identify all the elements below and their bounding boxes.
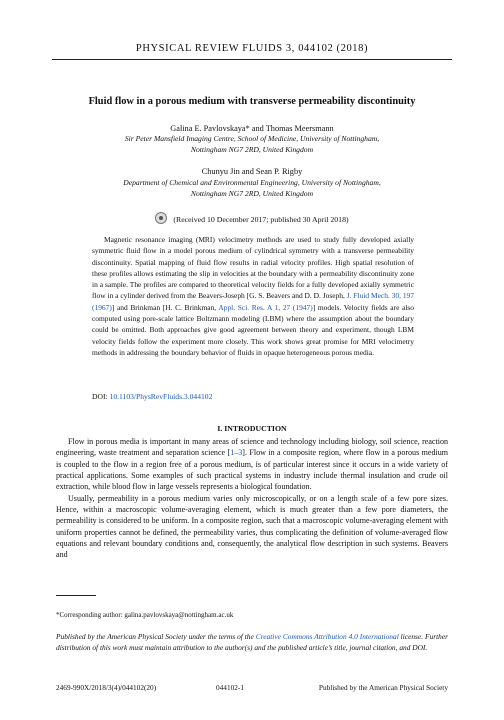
ref-link-1-3[interactable]: 1–3 <box>230 448 243 458</box>
header-rule <box>52 59 452 60</box>
abstract-text-3: ] models. Velocity fields are also computed using pore-scale lattice Boltzmann modeling (LBM) where the assumption about the boundary could be omitted. Both approaches give good agreement between theory and experiment, though LBM velocity fields follow the experiment more closely. This work shows great promise for MRI velocimetry methods in addressing the boundary behavior of fluids in opaque heterogeneous porous media. <box>92 302 414 357</box>
footer-page-number: 044102-1 <box>216 683 244 692</box>
affiliation-1-line-2: Nottingham NG7 2RD, United Kingdom <box>190 144 314 154</box>
intro-text-1b: ]. Flow in a composite region, where flow in a porous medium is coupled to the flow in a region free of a porous medium, is of particular interest since it occurs in a wide variety of practical applications. Some examples of such practical systems in industry include thermal insulation and crude oil extraction, while blood flow in large vessels represents a biological foundation. <box>56 448 448 492</box>
license-notice <box>56 632 448 653</box>
affiliation-2 <box>70 178 434 199</box>
received-dates: (Received 10 December 2017; published 30 April 2018) <box>173 215 349 224</box>
footer-issn: 2469-990X/2018/3(4)/044102(20) <box>56 683 157 692</box>
authors-group-1: Galina E. Pavlovskaya* and Thomas Meersmann <box>170 124 334 133</box>
journal-header: PHYSICAL REVIEW FLUIDS 3, 044102 (2018) <box>135 43 369 54</box>
intro-paragraph-2: Usually, permeability in a porous medium varies only microscopically, or on a length scale of a few pore sizes. Hence, within a macroscopic volume-averaging element, which is much greater than a few pore diameters, the permeability is considered to be uniform. In a composite region, such that a macroscopic volume-averaging element with uniform properties cannot be defined, the permeability varies, thus complicating the definition of volume-averaged flow equations and relevant boundary conditions and, consequently, the analytical flow description in such systems. Beavers and <box>56 493 448 560</box>
doi-label: DOI: <box>92 392 110 401</box>
paper-title: Fluid flow in a porous medium with transverse permeability discontinuity <box>88 96 416 107</box>
doi-line <box>92 392 212 401</box>
footnote-rule <box>56 595 96 596</box>
affiliation-2-line-1: Department of Chemical and Environmental Engineering, University of Nottingham, <box>123 178 381 187</box>
abstract-link-jfm[interactable]: J. Fluid Mech. 30, 197 (1967) <box>92 291 414 312</box>
affiliation-1 <box>70 134 434 155</box>
affiliation-2-line-2: Nottingham NG7 2RD, United Kingdom <box>190 188 314 198</box>
affiliation-1-line-1: Sir Peter Mansfield Imaging Centre, School of Medicine, University of Nottingham, <box>124 134 380 143</box>
authors-group-2: Chunyu Jin and Sean P. Rigby <box>201 167 303 176</box>
check-for-updates-icon[interactable] <box>155 212 167 224</box>
abstract-link-asr[interactable]: Appl. Sci. Res. A 1, 27 (1947) <box>218 302 313 312</box>
intro-text-1a: Flow in porous media is important in many areas of science and technology including biology, soil science, reaction engineering, waste treatment and separation science [ <box>56 437 448 458</box>
received-line <box>0 212 504 224</box>
intro-paragraph-1 <box>56 436 448 493</box>
doi-link[interactable]: 10.1103/PhysRevFluids.3.044102 <box>109 392 213 401</box>
license-text-b: license. Further distribution of this work must maintain attribution to the author(s) and the published article’s title, journal citation, and DOI. <box>56 632 448 652</box>
license-link[interactable]: Creative Commons Attribution 4.0 International <box>255 632 399 641</box>
intro-body <box>56 436 448 561</box>
abstract-text-2: ] and Brinkman [H. C. Brinkman, <box>111 302 219 312</box>
footnote: *Corresponding author: galina.pavlovskaya@nottingham.ac.uk <box>56 611 234 619</box>
footer-publisher: Published by the American Physical Society <box>318 683 448 692</box>
license-text-a: Published by the American Physical Society under the terms of the <box>56 632 256 641</box>
section-heading: I. INTRODUCTION <box>217 424 287 433</box>
abstract-text-1: Magnetic resonance imaging (MRI) velocimetry methods are used to study fully developed axially symmetric fluid flow in a model porous medium of cylindrical symmetry with a transverse permeability discontinuity. Spatial mapping of fluid flow results in radial velocity profiles. High spatial resolution of these profiles allows estimating the slip in velocities at the boundary with a permeability discontinuity zone in a sample. The profiles are compared to theoretical velocity fields for a fully developed axially symmetric flow in a cylinder derived from the Beavers-Joseph [G. S. Beavers and D. D. Joseph, <box>92 235 414 301</box>
abstract <box>92 234 414 358</box>
